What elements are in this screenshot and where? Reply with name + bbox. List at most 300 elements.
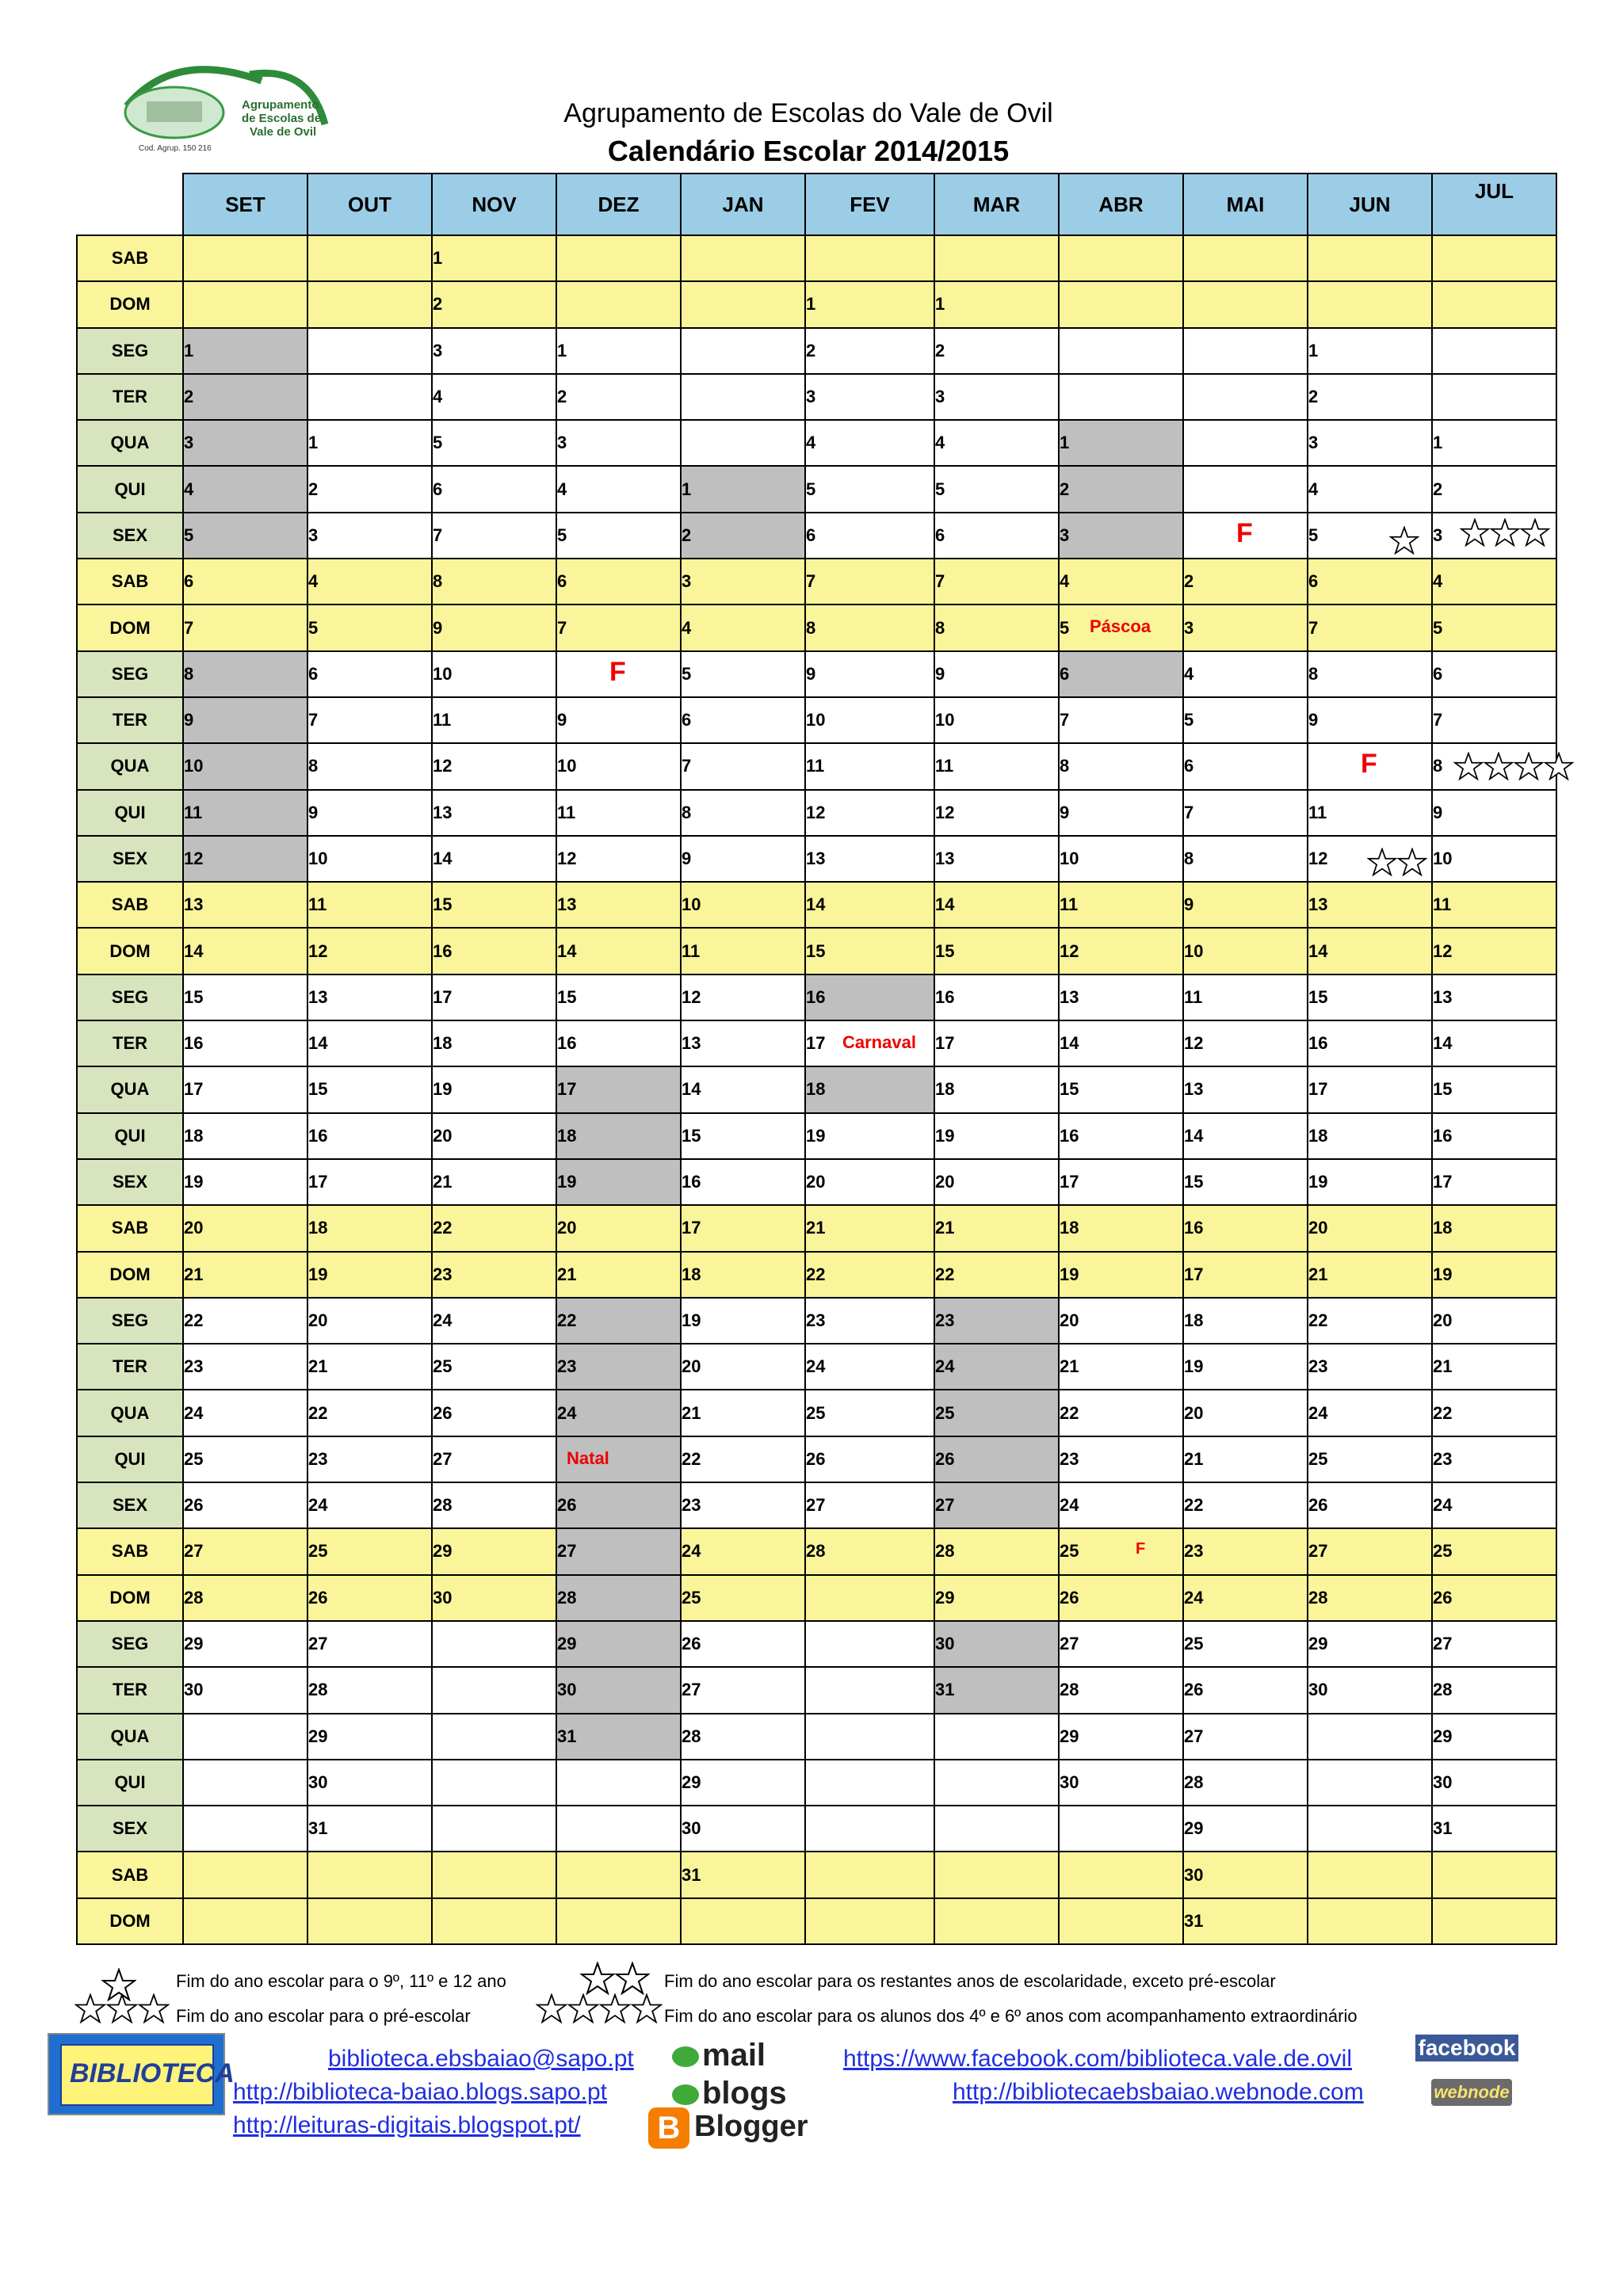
day-cell: [805, 513, 934, 559]
day-number: 10: [184, 756, 204, 776]
weekday-label: SEG: [77, 974, 183, 1020]
day-cell: [1308, 928, 1432, 974]
day-cell: [1432, 1621, 1556, 1667]
day-cell: [681, 1066, 805, 1112]
day-cell: [934, 1390, 1059, 1436]
day-cell: [1059, 420, 1183, 466]
day-cell: [934, 1528, 1059, 1574]
svg-text:Agrupamento: Agrupamento: [242, 98, 319, 112]
day-number: 2: [935, 340, 945, 360]
day-number: 10: [433, 663, 453, 684]
day-cell: [183, 1298, 307, 1344]
day-number: 20: [1184, 1402, 1204, 1423]
day-cell: [432, 651, 556, 697]
legend-one-star-text: Fim do ano escolar para o 9º, 11º e 12 ano: [176, 1971, 506, 1991]
day-number: 2: [806, 340, 816, 360]
day-number: 7: [184, 617, 194, 638]
day-number: 4: [682, 617, 692, 638]
day-number: 5: [1184, 710, 1194, 730]
day-cell: [1308, 1252, 1432, 1298]
day-cell: [1183, 559, 1308, 605]
calendar-row: [77, 1436, 1556, 1482]
day-cell: [556, 882, 681, 928]
day-number: 3: [1308, 433, 1319, 453]
day-number: 21: [935, 1218, 955, 1238]
day-cell: [1183, 1898, 1308, 1944]
day-number: 1: [1060, 433, 1070, 453]
day-number: 27: [308, 1634, 328, 1654]
day-number: 5: [935, 479, 945, 499]
day-cell: [1183, 1159, 1308, 1205]
day-cell: [1308, 1575, 1432, 1621]
day-cell: [183, 1252, 307, 1298]
day-cell: [681, 420, 805, 466]
day-cell: [805, 1760, 934, 1806]
day-number: 1: [1308, 340, 1319, 360]
day-cell: [805, 559, 934, 605]
day-number: 12: [1060, 940, 1079, 961]
day-number: 23: [184, 1356, 204, 1377]
day-number: 18: [557, 1125, 577, 1146]
day-number: 9: [682, 849, 692, 868]
day-number: 22: [308, 1402, 328, 1423]
day-cell: [556, 790, 681, 836]
calendar-row: [77, 1806, 1556, 1852]
day-cell: [307, 697, 432, 743]
day-number: 17: [184, 1079, 204, 1100]
day-number: 5: [1308, 524, 1319, 545]
day-number: 1: [935, 294, 945, 315]
day-cell: [1432, 559, 1556, 605]
day-cell: [805, 466, 934, 512]
day-number: 8: [184, 663, 194, 684]
day-number: 22: [1433, 1402, 1453, 1423]
day-number: 7: [682, 756, 692, 776]
day-number: 6: [935, 524, 945, 545]
day-cell: [556, 374, 681, 420]
day-cell: [1308, 1806, 1432, 1852]
weekday-label: SEX: [77, 1482, 183, 1528]
day-cell: [681, 1852, 805, 1897]
day-cell: [556, 974, 681, 1020]
day-cell: [183, 1898, 307, 1944]
day-number: 12: [557, 849, 577, 868]
day-cell: [432, 882, 556, 928]
day-cell: [805, 1252, 934, 1298]
day-cell: [681, 697, 805, 743]
day-cell: [805, 743, 934, 789]
day-number: 29: [557, 1634, 577, 1654]
day-cell: [1308, 651, 1432, 697]
day-cell: [681, 466, 805, 512]
day-cell: [805, 605, 934, 650]
biblioteca-logo-text: BIBLIOTECA: [70, 2058, 235, 2088]
calendar-row: [77, 1528, 1556, 1574]
day-cell: [1183, 1528, 1308, 1574]
day-number: 28: [1433, 1680, 1453, 1700]
day-cell: [307, 1298, 432, 1344]
calendar-row: [77, 235, 1556, 281]
day-cell: [1059, 1436, 1183, 1482]
day-cell: [432, 1806, 556, 1852]
day-number: 11: [1433, 894, 1452, 915]
day-number: 15: [682, 1125, 701, 1146]
day-cell: [1432, 1760, 1556, 1806]
day-cell: [805, 651, 934, 697]
day-number: 6: [557, 571, 567, 592]
day-cell: [1432, 1436, 1556, 1482]
day-cell: [183, 697, 307, 743]
blogspot-link[interactable]: http://leituras-digitais.blogspot.pt/: [233, 2112, 581, 2138]
day-cell: [1432, 928, 1556, 974]
day-cell: [681, 374, 805, 420]
day-cell: [1432, 513, 1556, 559]
day-number: 31: [682, 1864, 701, 1885]
day-cell: [1432, 1113, 1556, 1159]
day-number: 21: [1308, 1264, 1328, 1284]
weekday-label: TER: [77, 1667, 183, 1713]
day-number: 19: [806, 1125, 826, 1146]
email-link[interactable]: biblioteca.ebsbaiao@sapo.pt: [328, 2046, 634, 2072]
day-cell: [1308, 466, 1432, 512]
day-cell: [934, 328, 1059, 374]
day-cell: [1308, 281, 1432, 327]
day-cell: [183, 328, 307, 374]
day-cell: [934, 605, 1059, 650]
day-number: 26: [1184, 1680, 1204, 1700]
day-cell: [1183, 697, 1308, 743]
day-cell: [805, 1390, 934, 1436]
day-cell: [432, 928, 556, 974]
day-cell: [1059, 651, 1183, 697]
day-number: 5: [682, 663, 692, 684]
day-number: 13: [433, 802, 453, 822]
day-cell: [1059, 1113, 1183, 1159]
day-cell: [1059, 1898, 1183, 1944]
day-cell: [1432, 466, 1556, 512]
day-number: 6: [308, 663, 319, 684]
day-cell: [805, 1344, 934, 1390]
day-number: 17: [1184, 1264, 1204, 1284]
day-cell: [1059, 928, 1183, 974]
day-number: 20: [308, 1310, 328, 1330]
day-cell: [934, 790, 1059, 836]
day-number: 13: [1433, 986, 1453, 1007]
day-cell: [681, 1806, 805, 1852]
day-cell: [1308, 1482, 1432, 1528]
day-number: 25: [935, 1402, 955, 1423]
day-number: 18: [806, 1079, 826, 1100]
day-number: 10: [935, 710, 955, 730]
day-cell: [1183, 1436, 1308, 1482]
day-cell: [183, 1344, 307, 1390]
day-cell: [681, 790, 805, 836]
day-cell: [1308, 513, 1432, 559]
day-cell: [1308, 1436, 1432, 1482]
weekday-label: DOM: [77, 1575, 183, 1621]
day-number: 19: [935, 1125, 955, 1146]
carnaval-label: Carnaval: [842, 1032, 916, 1053]
day-cell: [307, 466, 432, 512]
weekday-label: TER: [77, 1344, 183, 1390]
day-cell: [1308, 1113, 1432, 1159]
calendar-row: [77, 928, 1556, 974]
day-number: 27: [1308, 1541, 1328, 1562]
day-number: 26: [557, 1495, 577, 1516]
day-cell: [556, 1020, 681, 1066]
day-cell: [307, 605, 432, 650]
day-cell: [1183, 1621, 1308, 1667]
day-cell: [183, 1066, 307, 1112]
day-number: 19: [1060, 1264, 1079, 1284]
day-number: 19: [1433, 1264, 1453, 1284]
day-number: 20: [433, 1125, 453, 1146]
day-cell: [681, 605, 805, 650]
day-cell: [1432, 328, 1556, 374]
two-stars-icon: [1367, 848, 1427, 876]
day-cell: [307, 1528, 432, 1574]
day-cell: [432, 743, 556, 789]
day-number: 9: [935, 663, 945, 684]
day-cell: [1183, 928, 1308, 974]
day-number: 26: [1308, 1495, 1328, 1516]
weekday-label: QUA: [77, 743, 183, 789]
day-cell: [432, 1482, 556, 1528]
day-number: 9: [433, 617, 443, 638]
month-header-jun: JUN: [1308, 174, 1432, 235]
day-cell: [1308, 1714, 1432, 1760]
day-cell: [1183, 743, 1308, 789]
day-cell: [307, 651, 432, 697]
day-number: 5: [1060, 617, 1070, 638]
day-cell: [183, 928, 307, 974]
day-number: 27: [1184, 1726, 1204, 1746]
day-number: 25: [682, 1587, 701, 1608]
calendar-row: [77, 1390, 1556, 1436]
day-cell: [1059, 1575, 1183, 1621]
day-number: 22: [1308, 1310, 1328, 1330]
three-stars-icon: [1460, 518, 1550, 547]
day-cell: [1308, 605, 1432, 650]
day-cell: [307, 1575, 432, 1621]
calendar-row: [77, 1621, 1556, 1667]
day-cell: [1183, 790, 1308, 836]
day-number: 1: [184, 340, 194, 360]
day-number: 14: [308, 1033, 328, 1054]
calendar-row: [77, 1714, 1556, 1760]
day-number: 3: [682, 571, 692, 592]
day-number: 6: [433, 479, 443, 499]
day-number: 22: [1060, 1402, 1079, 1423]
day-cell: [432, 697, 556, 743]
day-number: 16: [682, 1172, 701, 1192]
day-cell: [183, 836, 307, 882]
calendar-row: [77, 328, 1556, 374]
day-number: 25: [806, 1402, 826, 1423]
day-number: 19: [1308, 1172, 1328, 1192]
day-cell: [1059, 605, 1183, 650]
day-cell: [934, 1252, 1059, 1298]
facebook-icon: [1415, 2035, 1518, 2061]
day-number: 26: [308, 1587, 328, 1608]
holiday-f-mark-small: F: [1136, 1540, 1146, 1558]
day-number: 6: [1308, 571, 1319, 592]
blogs-icon: [672, 2076, 787, 2111]
day-cell: [1183, 281, 1308, 327]
day-cell: [1059, 1852, 1183, 1897]
day-cell: [1432, 836, 1556, 882]
natal-label: Natal: [567, 1447, 609, 1468]
day-cell: [1308, 836, 1432, 882]
weekday-label: SAB: [77, 1528, 183, 1574]
day-number: 1: [806, 294, 816, 315]
day-cell: [556, 1344, 681, 1390]
day-number: 25: [308, 1541, 328, 1562]
day-cell: [307, 974, 432, 1020]
day-cell: [681, 1436, 805, 1482]
day-number: 27: [935, 1495, 955, 1516]
day-cell: [1183, 235, 1308, 281]
day-number: 2: [557, 387, 567, 407]
day-cell: [307, 1159, 432, 1205]
day-number: 24: [935, 1356, 955, 1377]
day-cell: [183, 974, 307, 1020]
day-number: 7: [433, 524, 443, 545]
day-cell: [681, 1344, 805, 1390]
day-number: 1: [308, 433, 319, 453]
day-cell: [681, 1528, 805, 1574]
day-cell: [556, 281, 681, 327]
day-cell: [1308, 743, 1432, 789]
calendar-row: [77, 882, 1556, 928]
day-cell: [1183, 466, 1308, 512]
day-number: 18: [1184, 1310, 1204, 1330]
day-cell: [1059, 1159, 1183, 1205]
day-cell: [934, 974, 1059, 1020]
day-cell: [556, 1575, 681, 1621]
facebook-link[interactable]: https://www.facebook.com/biblioteca.vale.de.ovil: [843, 2046, 1352, 2072]
calendar-row: [77, 1760, 1556, 1806]
day-number: 30: [308, 1772, 328, 1792]
day-number: 16: [1308, 1033, 1328, 1054]
day-cell: [307, 1760, 432, 1806]
day-cell: [432, 1575, 556, 1621]
blog-sapo-link[interactable]: http://biblioteca-baiao.blogs.sapo.pt: [233, 2079, 607, 2105]
day-number: 29: [1060, 1726, 1079, 1746]
day-cell: [1308, 1020, 1432, 1066]
weekday-label: SEX: [77, 513, 183, 559]
day-number: 16: [806, 986, 826, 1007]
day-cell: [432, 328, 556, 374]
calendar-row: [77, 1482, 1556, 1528]
day-cell: [1059, 1252, 1183, 1298]
day-number: 22: [433, 1218, 453, 1238]
day-number: 10: [308, 849, 328, 868]
day-number: 4: [1433, 571, 1443, 592]
day-cell: [307, 790, 432, 836]
webnode-link[interactable]: http://bibliotecaebsbaiao.webnode.com: [953, 2079, 1364, 2105]
day-number: 2: [308, 479, 319, 499]
day-cell: [681, 1159, 805, 1205]
day-cell: [432, 836, 556, 882]
day-number: 2: [1184, 571, 1194, 592]
day-number: 22: [806, 1264, 826, 1284]
day-cell: [183, 513, 307, 559]
day-number: 5: [557, 524, 567, 545]
day-number: 1: [682, 479, 692, 499]
weekday-label: QUA: [77, 1390, 183, 1436]
day-cell: [1059, 513, 1183, 559]
day-number: 29: [308, 1726, 328, 1746]
day-number: 28: [308, 1680, 328, 1700]
day-number: 25: [1184, 1634, 1204, 1654]
day-cell: [934, 1482, 1059, 1528]
day-cell: [432, 1528, 556, 1574]
day-number: 2: [184, 387, 194, 407]
day-number: 16: [308, 1125, 328, 1146]
day-number: 26: [1433, 1587, 1453, 1608]
day-number: 16: [1433, 1125, 1453, 1146]
day-number: 18: [308, 1218, 328, 1238]
day-cell: [183, 1390, 307, 1436]
weekday-label: SAB: [77, 559, 183, 605]
day-number: 12: [806, 802, 826, 822]
day-cell: [681, 651, 805, 697]
day-number: 21: [184, 1264, 204, 1284]
day-number: 4: [433, 387, 443, 407]
day-cell: [1432, 1806, 1556, 1852]
legend-four-stars-text: Fim do ano escolar para os alunos dos 4º e 6º anos com acompanhamento extraordinário: [664, 2006, 1358, 2026]
day-cell: [183, 374, 307, 420]
calendar-row: [77, 1113, 1556, 1159]
day-number: 14: [1184, 1125, 1204, 1146]
day-cell: [934, 1852, 1059, 1897]
day-cell: [1183, 1020, 1308, 1066]
day-cell: [1059, 1621, 1183, 1667]
calendar-row: [77, 1667, 1556, 1713]
day-cell: [556, 836, 681, 882]
day-number: 8: [1433, 756, 1443, 776]
day-cell: [307, 743, 432, 789]
day-number: 10: [806, 710, 826, 730]
day-number: 31: [557, 1726, 577, 1746]
calendar-row: [77, 420, 1556, 466]
weekday-label: SEG: [77, 328, 183, 374]
day-cell: [681, 928, 805, 974]
weekday-label: DOM: [77, 605, 183, 650]
day-number: 9: [308, 802, 319, 822]
day-cell: [556, 1066, 681, 1112]
day-cell: [934, 559, 1059, 605]
day-number: 30: [1308, 1680, 1328, 1700]
day-number: 13: [1184, 1079, 1204, 1100]
weekday-label: SEG: [77, 1621, 183, 1667]
day-number: 14: [1060, 1033, 1079, 1054]
day-cell: [681, 1298, 805, 1344]
day-cell: [934, 1436, 1059, 1482]
day-cell: [805, 974, 934, 1020]
day-cell: [183, 1852, 307, 1897]
day-cell: [1059, 1806, 1183, 1852]
month-header-nov: NOV: [432, 174, 556, 235]
weekday-label: DOM: [77, 281, 183, 327]
calendar-table: [76, 173, 1557, 1945]
day-number: 13: [1308, 894, 1328, 915]
page-title: Calendário Escolar 2014/2015: [607, 135, 1010, 167]
day-cell: [1308, 374, 1432, 420]
day-number: 13: [682, 1033, 701, 1054]
day-number: 24: [308, 1495, 328, 1516]
